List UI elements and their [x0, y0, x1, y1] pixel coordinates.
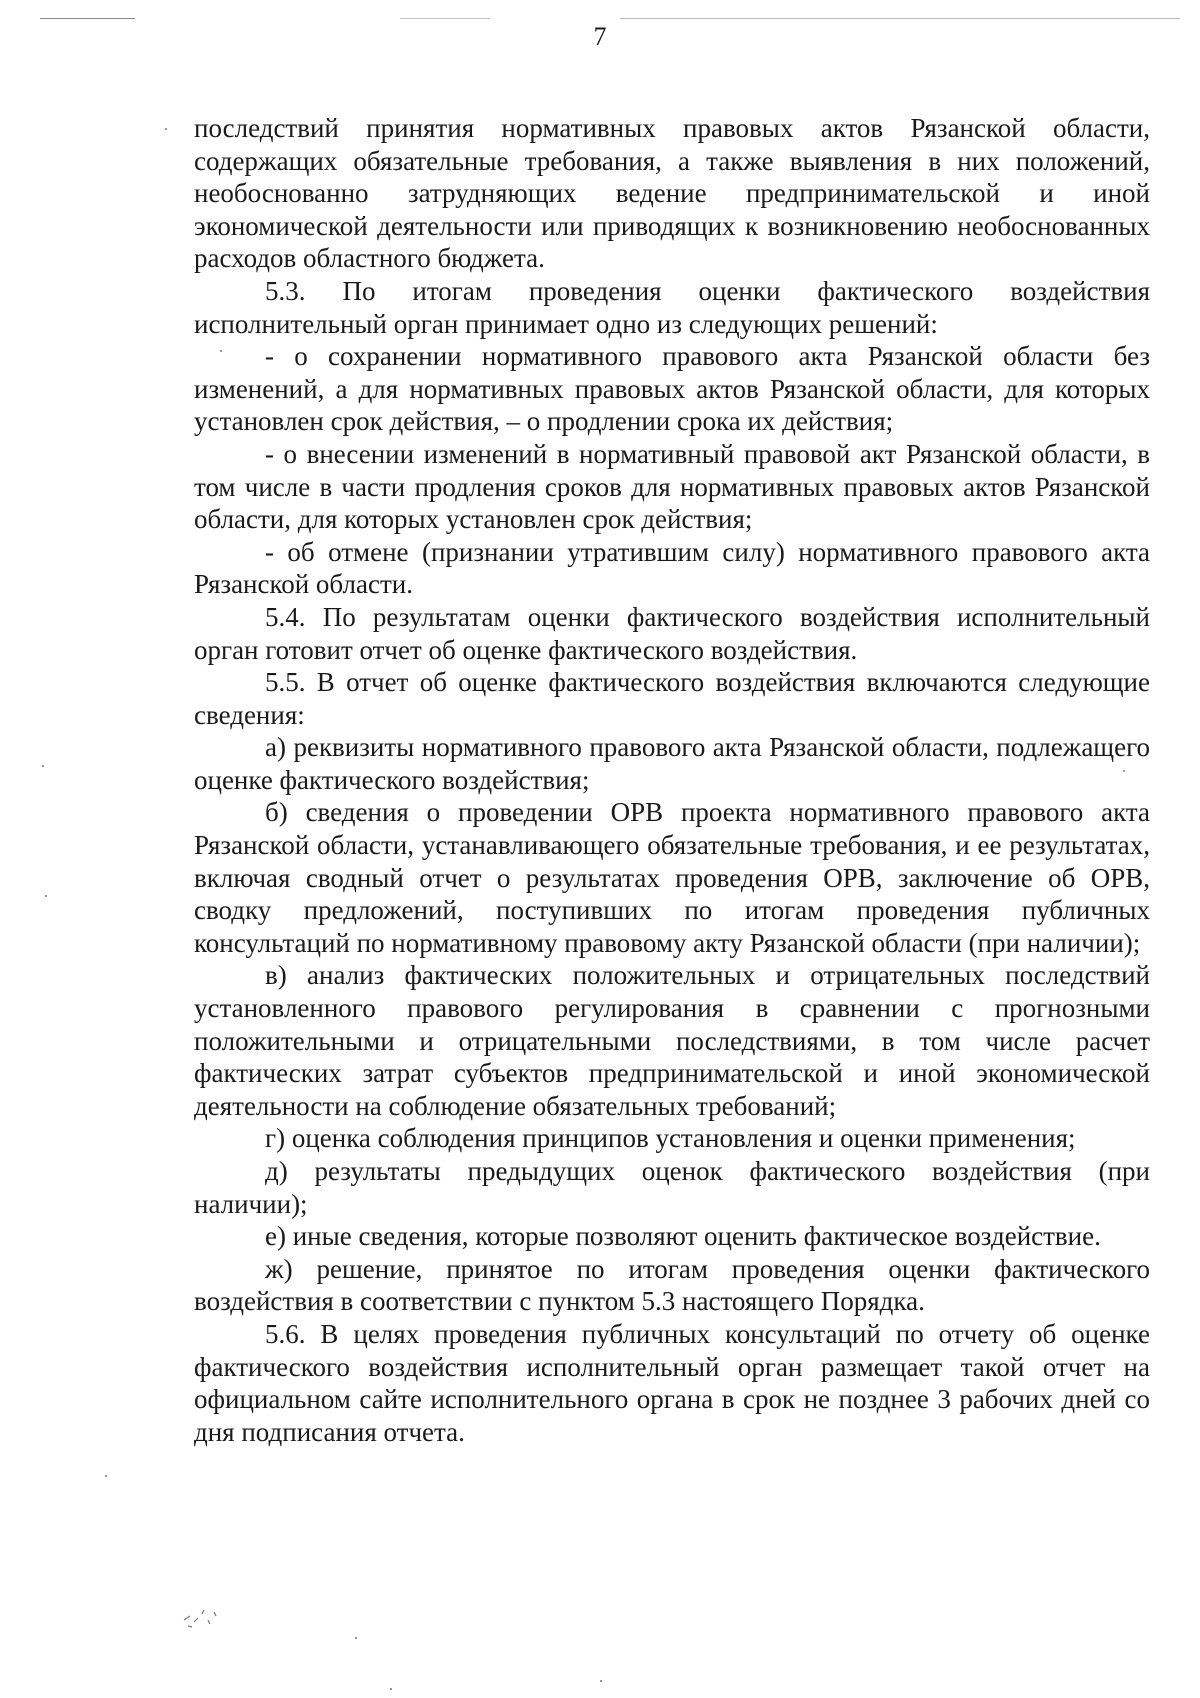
paragraph-5-4: 5.4. По результатам оценки фактического воздействия исполнительный орган готовит отчет об оценке фактического воздействия. — [194, 601, 1150, 665]
list-item-b: б) сведения о проведении ОРВ проекта нормативного правового акта Рязанской области, устанавливающего обязательные требования, и ее результатах, включая сводный отчет о результатах проведения ОРВ, заключение об ОРВ, сводку предложений, поступивших по итогам проведения публичных консультаций по нормативному правовому акту Рязанской области (при наличии); — [194, 797, 1150, 958]
paragraph-5-5: 5.5. В отчет об оценке фактического воздействия включаются следующие сведения: — [194, 667, 1150, 730]
scan-speck — [105, 1475, 107, 1477]
scan-edge-line-right — [620, 18, 1180, 19]
paragraph-5-3: 5.3. По итогам проведения оценки фактического воздействия исполнительный орган принимает одно из следующих решений: — [194, 275, 1150, 339]
scan-speck — [1123, 770, 1125, 772]
list-item-zh: ж) решение, принятое по итогам проведения оценки фактического воздействия в соответствии с пунктом 5.3 настоящего Порядка. — [194, 1253, 1150, 1317]
document-body — [194, 112, 1150, 1448]
paragraph-5-6: 5.6. В целях проведения публичных консультаций по отчету об оценке фактического воздействия исполнительный орган размещает такой отчет на официальном сайте исполнительного органа в срок не позднее 3 рабочих дней со дня подписания отчета. — [194, 1318, 1150, 1447]
list-item-a: а) реквизиты нормативного правового акта Рязанской области, подлежащего оценке фактического воздействия; — [194, 732, 1150, 795]
scan-edge-line-middle — [400, 18, 490, 19]
scan-speck — [355, 1637, 357, 1639]
scan-edge-line-left — [40, 18, 135, 19]
list-item-e: е) иные сведения, которые позволяют оценить фактическое воздействие. — [265, 1221, 1101, 1252]
list-item-preserve: - о сохранении нормативного правового акта Рязанской области без изменений, а для нормативных правовых актов Рязанской области, для которых установлен срок действия, – о продлении срока их действия; — [194, 341, 1150, 437]
scan-speck — [45, 895, 47, 897]
scan-speck — [220, 350, 222, 352]
list-item-d: д) результаты предыдущих оценок фактического воздействия (при наличии); — [194, 1156, 1150, 1219]
scan-smudge — [180, 1600, 240, 1630]
list-item-v: в) анализ фактических положительных и отрицательных последствий установленного правового регулирования в сравнении с прогнозными положительными и отрицательными последствиями, в том числе расчет фактических затрат субъектов предпринимательской и иной экономической деятельности на соблюдение обязательных требований; — [194, 960, 1150, 1121]
scan-speck — [390, 1688, 392, 1690]
list-item-repeal: - об отмене (признании утратившим силу) нормативного правового акта Рязанской области. — [194, 536, 1150, 600]
paragraph-continuation: последствий принятия нормативных правовых актов Рязанской области, содержащих обязательные требования, а также выявления в них положений, необоснованно затрудняющих ведение предпринимательской и иной экономической деятельности или приводящих к возникновению необоснованных расходов областного бюджета. — [194, 113, 1150, 274]
list-item-g: г) оценка соблюдения принципов установления и оценки применения; — [265, 1123, 1076, 1154]
scan-speck — [600, 1680, 602, 1682]
page-number: 7 — [593, 22, 607, 51]
list-item-amend: - о внесении изменений в нормативный правовой акт Рязанской области, в том числе в части продления сроков для нормативных правовых актов Рязанской области, для которых установлен срок действия; — [194, 438, 1150, 535]
scan-speck — [42, 765, 44, 767]
scan-speck — [165, 128, 167, 130]
